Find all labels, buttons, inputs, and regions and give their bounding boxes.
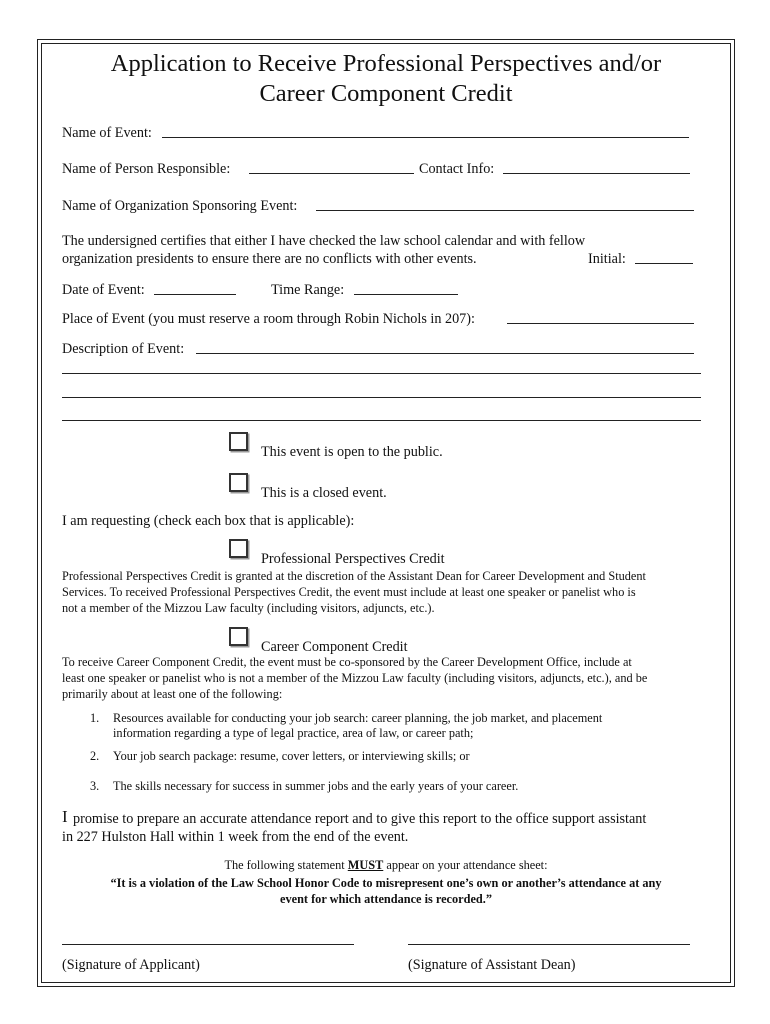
promise-line2: in 227 Hulston Hall within 1 week from the end of the event. — [62, 829, 409, 845]
description-line-2[interactable] — [62, 373, 701, 374]
list-item-text-cont: information regarding a type of legal practice, area of law, or career path; — [113, 726, 474, 740]
certify-text-line2: organization presidents to ensure there are no conflicts with other events. — [62, 251, 477, 267]
cc-credit-checkbox[interactable] — [229, 627, 248, 646]
date-field[interactable] — [154, 294, 236, 295]
description-field[interactable] — [196, 353, 694, 354]
person-responsible-label: Name of Person Responsible: — [62, 161, 231, 177]
description-line-4[interactable] — [62, 420, 701, 421]
initial-label: Initial: — [588, 251, 626, 267]
public-event-label: This event is open to the public. — [261, 444, 443, 460]
organization-label: Name of Organization Sponsoring Event: — [62, 198, 298, 214]
pp-desc-line2: Services. To received Professional Perspectives Credit, the event must include at least one speaker or panelist who is — [62, 585, 636, 599]
statement-post: appear on your attendance sheet: — [383, 858, 548, 872]
pp-credit-checkbox[interactable] — [229, 539, 248, 558]
honor-code-line2: event for which attendance is recorded.” — [280, 892, 492, 906]
place-field[interactable] — [507, 323, 694, 324]
public-event-checkbox[interactable] — [229, 432, 248, 451]
dean-signature-field[interactable] — [408, 944, 690, 945]
statement-pre: The following statement — [224, 858, 348, 872]
place-label: Place of Event (you must reserve a room through Robin Nichols in 207): — [62, 311, 475, 327]
closed-event-label: This is a closed event. — [261, 485, 387, 501]
contact-info-label: Contact Info: — [419, 161, 495, 177]
pp-desc-line3: not a member of the Mizzou Law faculty (including visitors, adjuncts, etc.). — [62, 601, 435, 615]
applicant-signature-field[interactable] — [62, 944, 354, 945]
cc-credit-label: Career Component Credit — [261, 639, 408, 655]
description-line-3[interactable] — [62, 397, 701, 398]
dean-signature-label: (Signature of Assistant Dean) — [408, 957, 576, 973]
closed-event-checkbox[interactable] — [229, 473, 248, 492]
certify-text-line1: The undersigned certifies that either I have checked the law school calendar and with fellow — [62, 233, 586, 249]
form-title-line1: Application to Receive Professional Perspectives and/or — [110, 50, 662, 77]
pp-credit-label: Professional Perspectives Credit — [261, 551, 445, 567]
honor-code-line1: “It is a violation of the Law School Honor Code to misrepresent one’s own or another’s attendance at any — [110, 876, 662, 890]
initial-field[interactable] — [635, 263, 693, 264]
organization-field[interactable] — [316, 210, 694, 211]
pp-desc-line1: Professional Perspectives Credit is granted at the discretion of the Assistant Dean for Career Development and Student — [62, 569, 646, 583]
event-name-label: Name of Event: — [62, 125, 152, 141]
statement-must: MUST — [347, 858, 384, 872]
date-label: Date of Event: — [62, 282, 145, 298]
list-item-number: 1. — [90, 711, 100, 725]
promise-line1: promise to prepare an accurate attendance report and to give this report to the office support assistant — [73, 811, 647, 827]
list-item-number: 2. — [90, 749, 100, 763]
list-item-text: Your job search package: resume, cover letters, or interviewing skills; or — [113, 749, 470, 763]
cc-desc-line3: primarily about at least one of the following: — [62, 687, 283, 701]
form-title-line2: Career Component Credit — [259, 80, 513, 107]
time-range-field[interactable] — [354, 294, 458, 295]
event-name-field[interactable] — [162, 137, 689, 138]
statement-instruction — [41, 857, 731, 873]
list-item-text: The skills necessary for success in summer jobs and the early years of your career. — [113, 779, 519, 793]
contact-info-field[interactable] — [503, 173, 690, 174]
requesting-label: I am requesting (check each box that is applicable): — [62, 513, 355, 529]
cc-desc-line2: least one speaker or panelist who is not a member of the Mizzou Law faculty (including visitors, adjuncts, etc.), and be — [62, 671, 648, 685]
time-range-label: Time Range: — [271, 282, 345, 298]
promise-initial-cap: I — [62, 807, 68, 826]
list-item-number: 3. — [90, 779, 100, 793]
description-label: Description of Event: — [62, 341, 185, 357]
person-responsible-field[interactable] — [249, 173, 414, 174]
applicant-signature-label: (Signature of Applicant) — [62, 957, 200, 973]
cc-desc-line1: To receive Career Component Credit, the event must be co-sponsored by the Career Development Office, include at — [62, 655, 632, 669]
list-item-text: Resources available for conducting your job search: career planning, the job market, and placement — [113, 711, 603, 725]
